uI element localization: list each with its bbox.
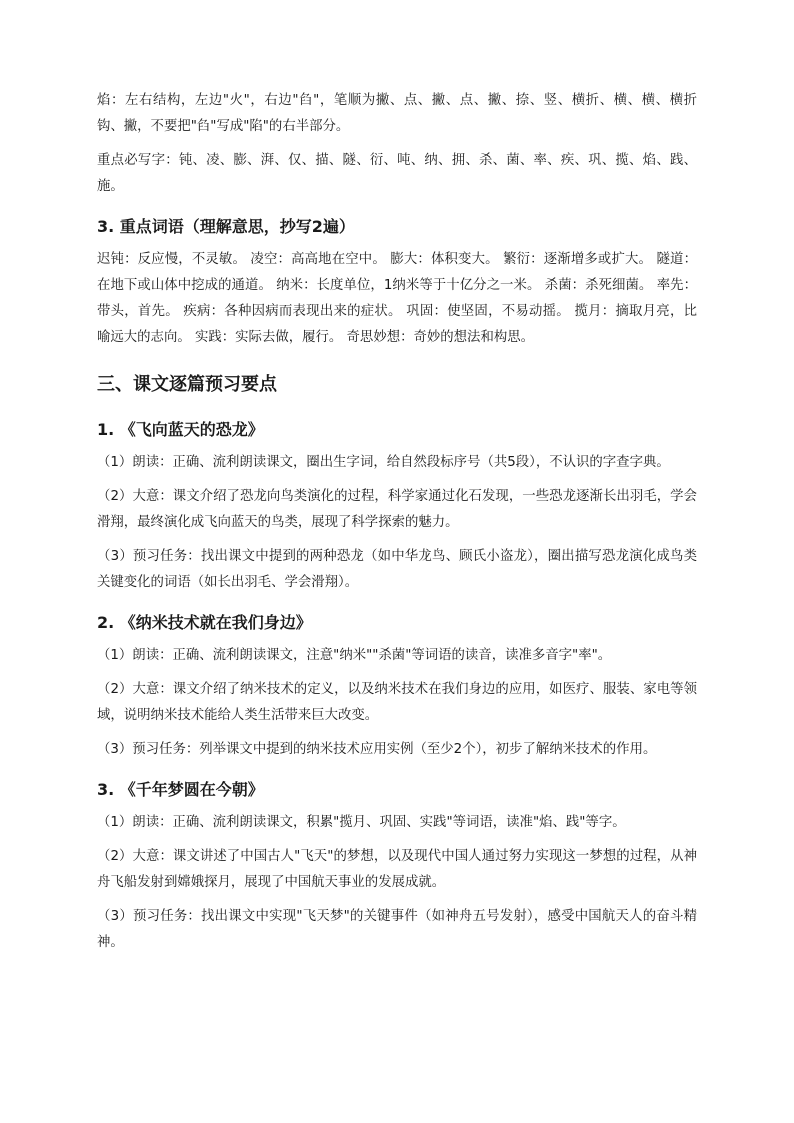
lesson-item: （1）朗读：正确、流利朗读课文，圈出生字词，给自然段标序号（共5段），不认识的字查字典。 (97, 455, 670, 470)
lesson-item: （2）大意：课文讲述了中国古人"飞天"的梦想，以及现代中国人通过努力实现这一梦想的过程，从神舟飞船发射到嫦娥探月，展现了中国航天事业的发展成就。 (97, 849, 697, 890)
lesson-item: （1）朗读：正确、流利朗读课文，注意"纳米""杀菌"等词语的读音，读准多音字"率"。 (97, 648, 612, 663)
lesson-item: （2）大意：课文介绍了恐龙向鸟类演化的过程，科学家通过化石发现，一些恐龙逐渐长出羽毛，学会滑翔，最终演化成飞向蓝天的鸟类，展现了科学探索的魅力。 (97, 489, 697, 530)
char-note-yan: 焰：左右结构，左边"火"，右边"臽"，笔顺为撇、点、撇、点、撇、捺、竖、横折、横、横、横折钩、撇，不要把"臽"写成"陷"的右半部分。 (97, 93, 697, 134)
document-page (97, 88, 697, 964)
lesson-item: （3）预习任务：找出课文中提到的两种恐龙（如中华龙鸟、顾氏小盗龙），圈出描写恐龙演化成鸟类关键变化的词语（如长出羽毛、学会滑翔）。 (97, 549, 697, 590)
vocab-definitions: 迟钝：反应慢，不灵敏。 凌空：高高地在空中。 膨大：体积变大。 繁衍：逐渐增多或扩大。 隧道：在地下或山体中挖成的通道。 纳米：长度单位，1纳米等于十亿分之一米。 杀菌：杀死细菌。 率先：带头，首先。 疾病：各种因病而表现出来的症状。 巩固：使坚固，不易动摇。 揽月：摘取月亮，比喻远大的志向。 实践：实际去做，履行。 奇思妙想：奇妙的想法和构思。 (97, 252, 697, 345)
lesson-item: （1）朗读：正确、流利朗读课文，积累"揽月、巩固、实践"等词语，读准"焰、践"等字。 (97, 815, 626, 830)
key-characters-list: 重点必写字：钝、凌、膨、湃、仅、描、隧、衍、吨、纳、拥、杀、菌、率、疾、巩、揽、焰、践、施。 (97, 153, 697, 194)
lesson-item: （3）预习任务：找出课文中实现"飞天梦"的关键事件（如神舟五号发射），感受中国航天人的奋斗精神。 (97, 909, 697, 950)
lesson-title: 2. 《纳米技术就在我们身边》 (97, 613, 312, 632)
lesson-title: 3. 《千年梦圆在今朝》 (97, 780, 264, 799)
lesson-item: （2）大意：课文介绍了纳米技术的定义，以及纳米技术在我们身边的应用，如医疗、服装、家电等领域，说明纳米技术能给人类生活带来巨大改变。 (97, 682, 697, 723)
lesson-title: 1. 《飞向蓝天的恐龙》 (97, 420, 264, 439)
vocab-heading: 3. 重点词语（理解意思，抄写2遍） (97, 217, 355, 236)
lesson-item: （3）预习任务：列举课文中提到的纳米技术应用实例（至少2个），初步了解纳米技术的作用。 (97, 742, 657, 757)
section-heading: 三、课文逐篇预习要点 (97, 374, 277, 395)
